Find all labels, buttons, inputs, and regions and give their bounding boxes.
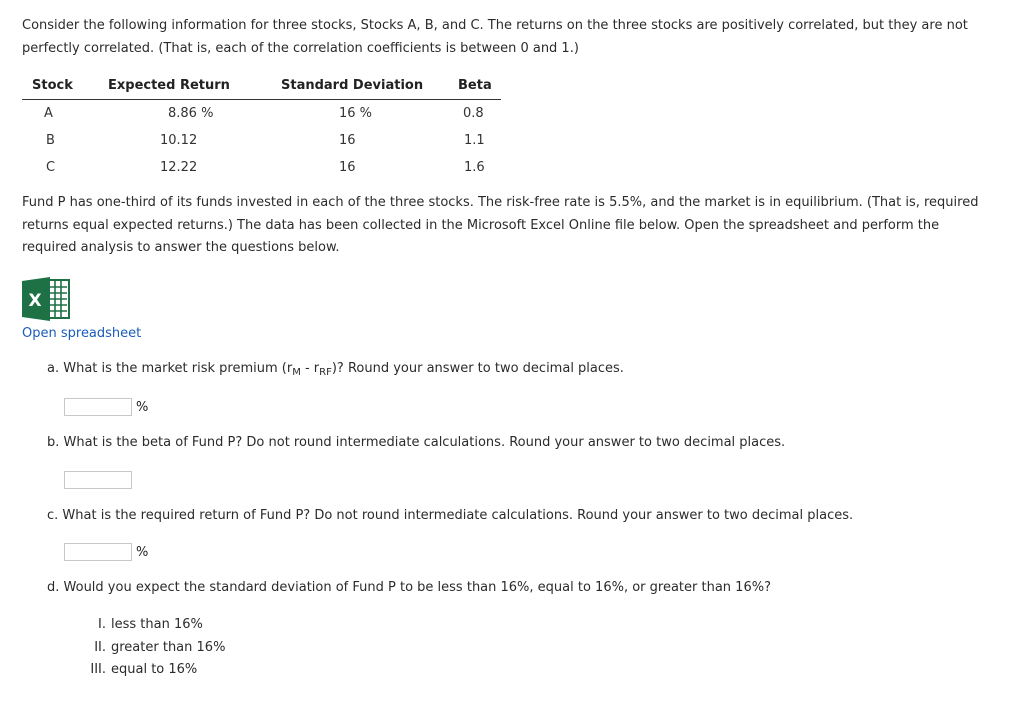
svg-text:X: X [28,291,42,311]
cell-standard-deviation: 16 [339,133,356,148]
option-equal-to[interactable]: III. equal to 16% [90,662,198,677]
header-standard-deviation: Standard Deviation [281,78,424,93]
fund-description: Fund P has one-third of its funds invested in each of the three stocks. The risk-free rate is 5.5%, and the market is in equilibrium. (That is, required returns equal expected returns.) The data has been collected in the Microsoft Excel Online file below. Open the spreadsheet and perform the required analysis to answer the questions below. [22,195,979,255]
cell-expected-return: 10.12 [160,133,198,148]
cell-stock: C [46,160,56,175]
cell-beta: 0.8 [463,106,484,121]
percent-unit-c: % [136,545,149,560]
cell-standard-deviation: 16 [339,160,356,175]
question-c: c. What is the required return of Fund P? Do not round intermediate calculations. Round your answer to two decimal places. [47,508,854,523]
intro-paragraph: Consider the following information for three stocks, Stocks A, B, and C. The returns on the three stocks are positively correlated, but they are not perfectly correlated. (That is, each of the correlation coefficients is between 0 and 1.) [22,18,968,56]
answer-c-input[interactable] [64,543,132,561]
question-d: d. Would you expect the standard deviation of Fund P to be less than 16%, equal to 16%, or greater than 16%? [47,580,771,595]
cell-expected-return: 12.22 [160,160,198,175]
cell-stock: B [46,133,55,148]
header-expected-return: Expected Return [108,78,230,93]
stock-data-table [22,74,502,184]
cell-beta: 1.1 [464,133,485,148]
option-greater-than[interactable]: II. greater than 16% [94,639,226,655]
cell-standard-deviation: 16 % [339,106,373,121]
cell-stock: A [44,106,53,121]
header-stock: Stock [32,78,73,93]
cell-expected-return: 8.86 % [168,106,214,121]
header-divider [22,99,501,100]
excel-icon[interactable] [22,277,70,321]
percent-unit-a: % [136,400,149,415]
option-less-than[interactable]: I. less than 16% [98,617,203,632]
header-beta: Beta [458,78,492,93]
question-a: a. What is the market risk premium $(r_M - r_{RF})$? Round your answer to two decimal places. [47,361,624,378]
answer-a-input[interactable] [64,398,132,416]
question-b: b. What is the beta of Fund P? Do not round intermediate calculations. Round your answer to two decimal places. [47,435,786,450]
open-spreadsheet-link[interactable]: Open spreadsheet [22,326,142,341]
answer-b-input[interactable] [64,471,132,489]
question-d-options [80,614,225,682]
cell-beta: 1.6 [464,160,485,175]
